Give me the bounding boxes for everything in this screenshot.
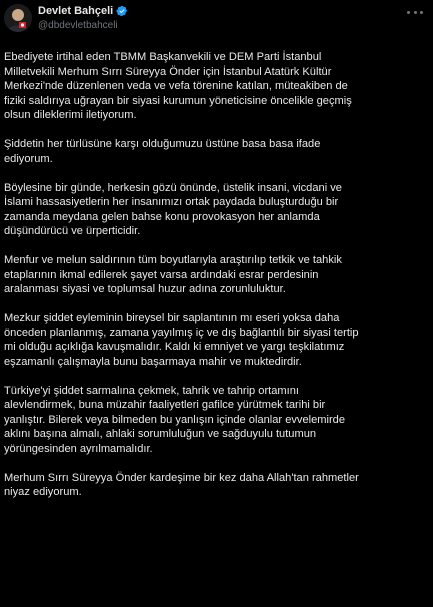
- avatar[interactable]: [4, 4, 32, 32]
- paragraph: Ebediyete irtihal eden TBMM Başkanvekili ve DEM Parti İstanbul Milletvekili Merhum Sırrı Süreyya Önder için İstanbul Atatürk Kültür Merkezi'nde düzenlenen veda ve vefa törenine katılan, müteakiben de fiziki saldırıya uğrayan bir siyasi kurumun yöneticisine öncelikle geçmiş olsun dileklerimi iletiyorum.: [4, 51, 352, 121]
- avatar-image: [4, 4, 32, 32]
- display-name[interactable]: Devlet Bahçeli: [38, 5, 114, 17]
- paragraph: Böylesine bir günde, herkesin gözü önünde, üstelik insani, vicdani ve İslami hassasiyetlerin her insanımızı ortak paydada buluşturduğu bir zamanda meydana gelen bahse konu provokasyon her anlamda düşündürücü ve ürperticidir.: [4, 181, 342, 237]
- handle[interactable]: @dbdevletbahceli: [38, 20, 118, 31]
- tweet-header: [0, 0, 433, 40]
- paragraph: Menfur ve melun saldırının tüm boyutlarıyla araştırılıp tetkik ve tahkik etaplarının ikmal edilerek şayet varsa ardındaki esrar perdesinin aralanması siyasi ve toplumsal huzur adına zorunluluktur.: [4, 254, 342, 295]
- paragraph: Merhum Sırrı Süreyya Önder kardeşime bir kez daha Allah'tan rahmetler niyaz ediyorum.: [4, 471, 359, 498]
- more-dots-icon[interactable]: [407, 6, 423, 18]
- more-dot: [407, 11, 410, 14]
- more-dot: [414, 11, 417, 14]
- paragraph: Mezkur şiddet eyleminin bireysel bir saplantının mı eseri yoksa daha önceden planlanmış, zamana yayılmış iç ve dış bağlantılı bir siyasi tertip mi olduğu açıklığa kavuşmalıdır. Kaldı ki emniyet ve yargı teşkilatımız eşzamanlı çalışmayla bunu başarmaya mahir ve muktedirdir.: [4, 312, 359, 368]
- paragraph: Şiddetin her türlüsüne karşı olduğumuzu üstüne basa basa ifade ediyorum.: [4, 138, 321, 165]
- verified-badge-icon: [116, 5, 128, 17]
- tweet-text: [4, 50, 429, 500]
- more-dot: [420, 11, 423, 14]
- paragraph: Türkiye'yi şiddet sarmalına çekmek, tahrik ve tahrip ortamını alevlendirmek, buna müzahir faaliyetleri gafilce yürütmek tarihi bir yanlıştır. Bilerek veya bilmeden bu yanlışın içinde olanlar evvelemirde aklını başına almalı, ahlaki sorumluluğun ve sağduyulu tutumun yörüngesinden ayrılmamalıdır.: [4, 384, 345, 455]
- name-row: [38, 5, 128, 17]
